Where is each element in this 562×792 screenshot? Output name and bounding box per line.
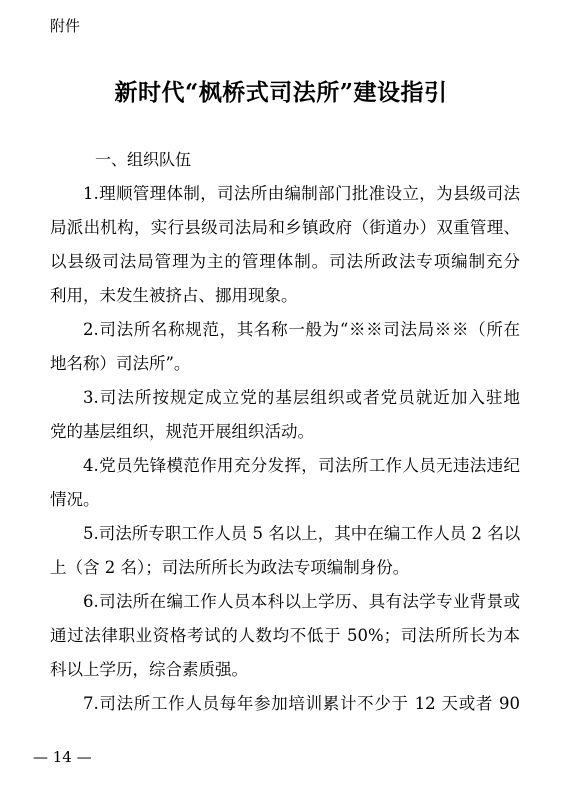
attachment-label: 附件 [50,17,81,35]
text-line: 2.司法所名称规范，其名称一般为“※※司法局※※（所在 [83,320,520,339]
paragraph-1 [50,177,520,313]
text-line: 科以上学历，综合素质强。 [50,660,248,679]
text-line: 情况。 [50,490,100,509]
text-line: 党的基层组织，规范开展组织活动。 [50,422,314,441]
document-body [50,177,520,721]
document-title: 新时代“枫桥式司法所”建设指引 [114,79,448,106]
text-line: 地名称）司法所”。 [50,354,191,373]
text-line: 3.司法所按规定成立党的基层组织或者党员就近加入驻地 [83,388,520,407]
text-line: 7.司法所工作人员每年参加培训累计不少于 12 天或者 90 [83,694,520,713]
section-heading: 一、组织队伍 [95,150,192,169]
paragraph-5 [50,517,520,585]
text-line: 以县级司法局管理为主的管理体制。司法所政法专项编制充分 [50,252,520,271]
paragraph-2 [50,313,520,381]
text-line: 6.司法所在编工作人员本科以上学历、具有法学专业背景或 [83,592,520,611]
text-line: 4.党员先锋模范作用充分发挥，司法所工作人员无违法违纪 [83,456,520,475]
text-line: 5.司法所专职工作人员 5 名以上，其中在编工作人员 2 名以 [83,524,521,543]
text-line: 上（含 2 名）；司法所所长为政法专项编制身份。 [50,558,410,577]
text-line: 局派出机构，实行县级司法局和乡镇政府（街道办）双重管理、 [50,218,520,237]
text-line: 1.理顺管理体制，司法所由编制部门批准设立，为县级司法 [83,184,520,203]
paragraph-7 [50,687,520,721]
page-number: — 14 — [33,748,92,766]
paragraph-3 [50,381,520,449]
text-line: 利用，未发生被挤占、挪用现象。 [50,286,298,305]
paragraph-6 [50,585,520,687]
paragraph-4 [50,449,520,517]
text-line: 通过法律职业资格考试的人数均不低于 50%；司法所所长为本 [50,626,520,645]
